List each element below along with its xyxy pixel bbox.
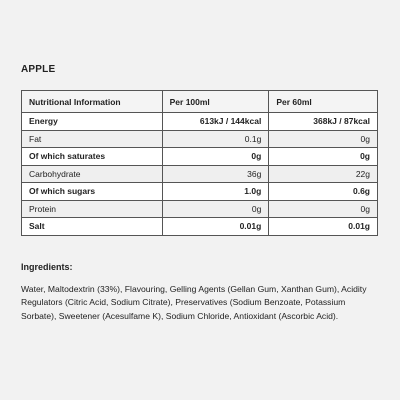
table-row <box>22 200 378 218</box>
row-per60-value: 0g <box>269 148 378 166</box>
row-label: Of which sugars <box>22 183 163 201</box>
header-nutritional-information: Nutritional Information <box>22 91 163 113</box>
row-label: Protein <box>22 200 163 218</box>
table-row <box>22 218 378 236</box>
row-per100-value: 0g <box>162 200 269 218</box>
row-per100-value: 0g <box>162 148 269 166</box>
row-per100-value: 1.0g <box>162 183 269 201</box>
row-per60-value: 0.6g <box>269 183 378 201</box>
header-per-60ml: Per 60ml <box>269 91 378 113</box>
row-per60-value: 22g <box>269 165 378 183</box>
table-row <box>22 165 378 183</box>
row-per60-value: 0.01g <box>269 218 378 236</box>
header-per-100ml: Per 100ml <box>162 91 269 113</box>
ingredients-text: Water, Maltodextrin (33%), Flavouring, Gelling Agents (Gellan Gum, Xanthan Gum), Acidity Regulators (Citric Acid, Sodium Citrate), Preservatives (Sodium Benzoate, Potassium Sorbate), Sweetener (Acesulfame K), Sodium Chloride, Antioxidant (Ascorbic Acid). <box>21 284 367 321</box>
row-label: Salt <box>22 218 163 236</box>
row-label: Energy <box>22 113 163 131</box>
row-per100-value: 613kJ / 144kcal <box>162 113 269 131</box>
nutrition-table <box>21 90 378 236</box>
row-label: Of which saturates <box>22 148 163 166</box>
product-title: APPLE <box>21 64 56 75</box>
table-row <box>22 130 378 148</box>
row-label: Carbohydrate <box>22 165 163 183</box>
row-per100-value: 0.01g <box>162 218 269 236</box>
row-per60-value: 0g <box>269 130 378 148</box>
ingredients-heading: Ingredients: <box>21 262 73 272</box>
table-header-row <box>22 91 378 113</box>
row-label: Fat <box>22 130 163 148</box>
table-row <box>22 148 378 166</box>
row-per60-value: 368kJ / 87kcal <box>269 113 378 131</box>
table-row <box>22 183 378 201</box>
row-per60-value: 0g <box>269 200 378 218</box>
row-per100-value: 0.1g <box>162 130 269 148</box>
table-row <box>22 113 378 131</box>
row-per100-value: 36g <box>162 165 269 183</box>
